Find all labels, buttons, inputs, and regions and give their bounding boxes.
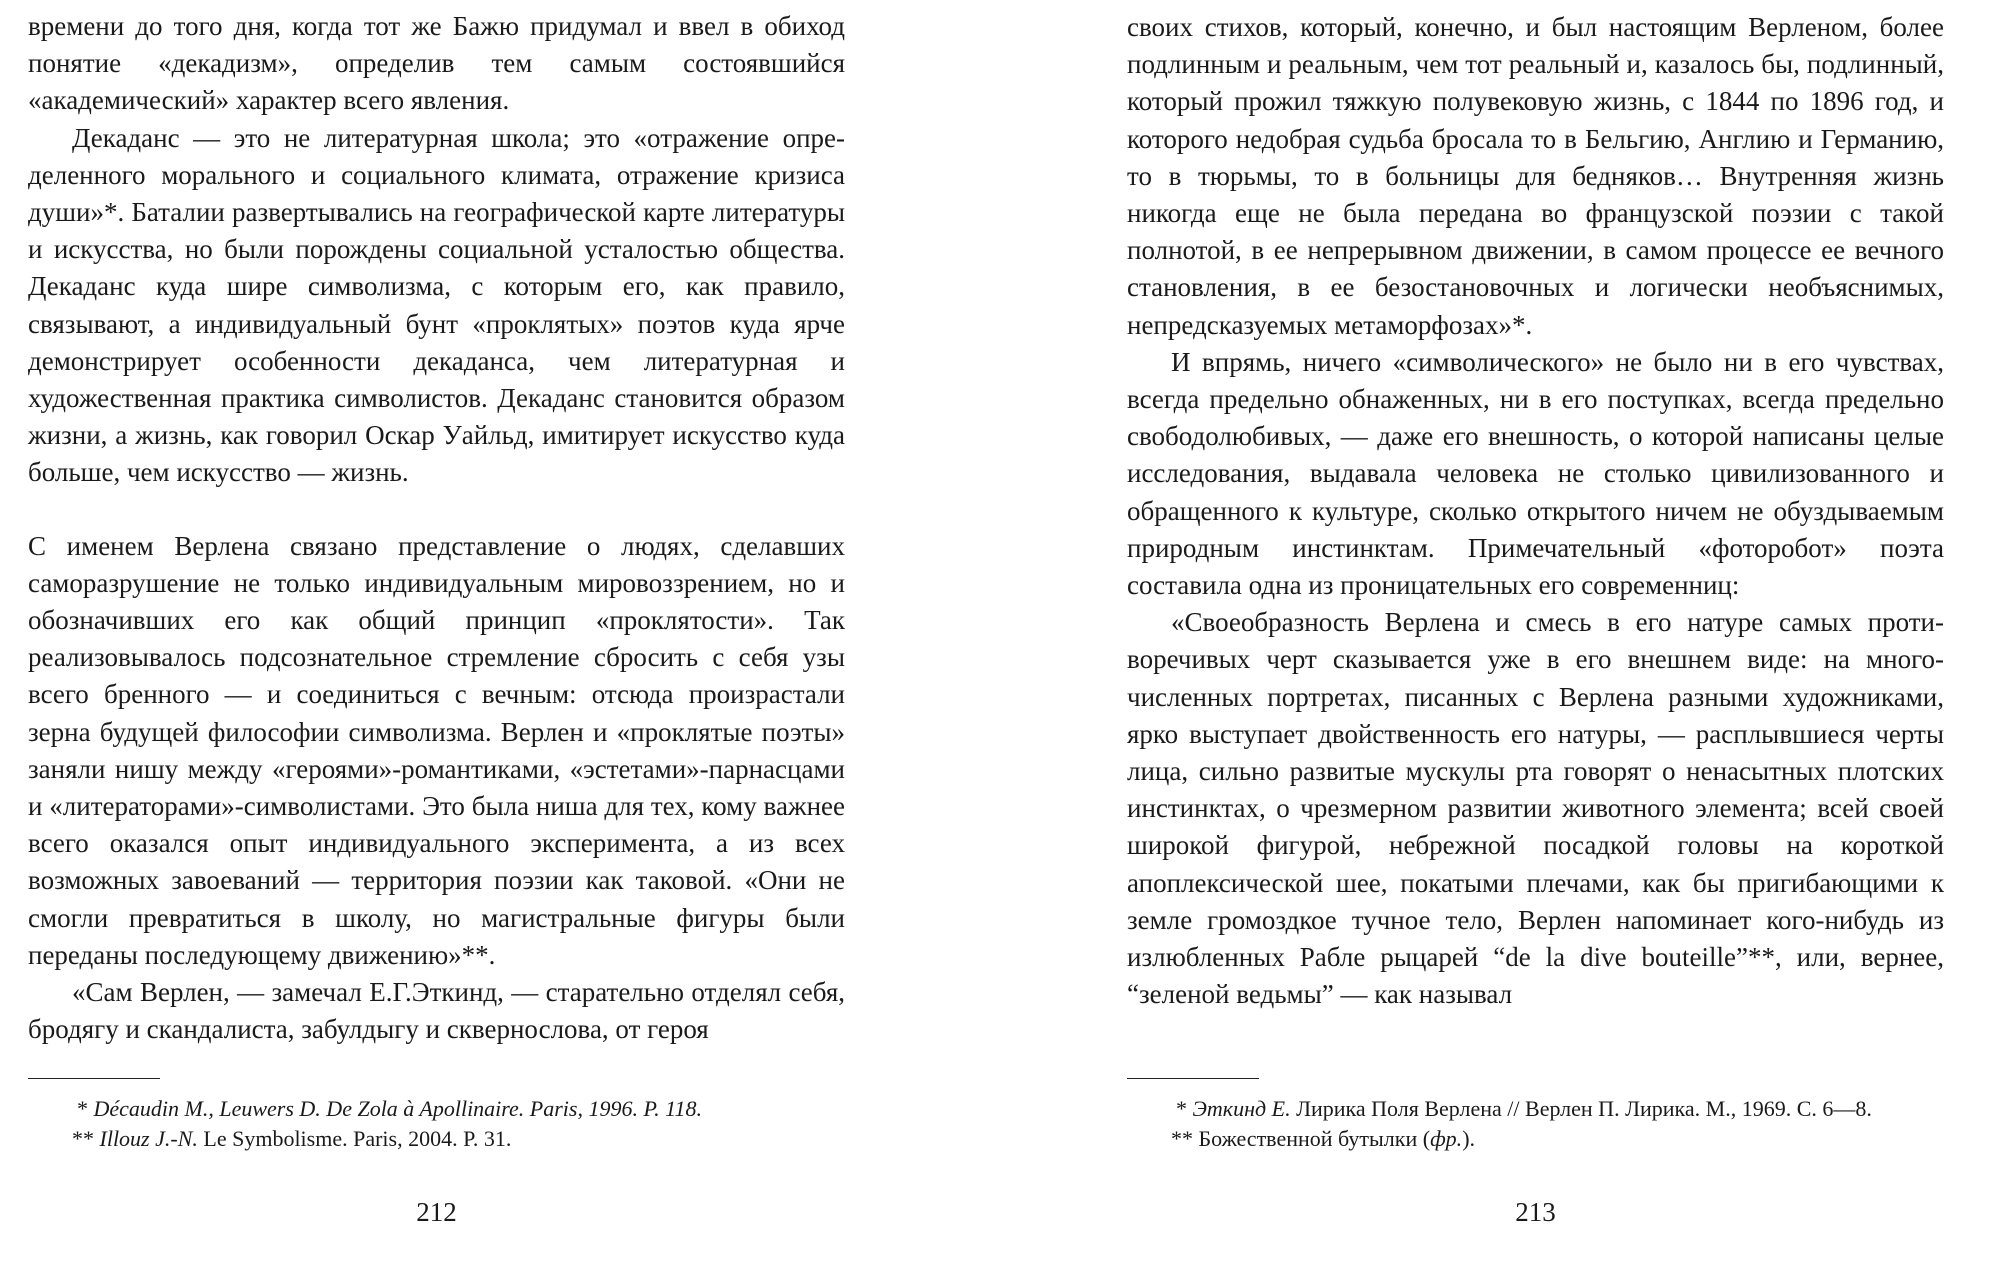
footnote-rule <box>28 1078 160 1079</box>
footnote-language-note: фр. <box>1430 1126 1463 1151</box>
page-number: 213 <box>1515 1197 1556 1227</box>
footnotes <box>1127 1094 1944 1154</box>
footnote <box>1127 1094 1944 1124</box>
footnote-citation: Décaudin M., Leuwers D. De Zola à Apollinaire. Paris, 1996. P. 118. <box>93 1096 702 1121</box>
paragraph: «Сам Верлен, — замечал Е.Г.Эткинд, — старательно отделял себя, бродягу и скандалиста, забулдыгу и сквернослова, от героя <box>28 977 845 1045</box>
footnote-text: Божественной бутылки ( <box>1198 1126 1431 1151</box>
page-number: 212 <box>416 1197 457 1227</box>
footnote <box>1127 1124 1944 1154</box>
footnote-text: ). <box>1462 1126 1476 1151</box>
paragraph: «Своеобразность Верлена и смесь в его натуре самых противоречивых черт сказывается уже в его внешнем виде: на многочисленных портретах, писанных с Верлена разными художниками, ярко выступает двойственность его натуры, — расплывшиеся черты лица, сильно развитые мускулы рта говорят о ненасытных плотских инстинктах, о чрезмерном развитии животного элемента; всей своей широкой фигурой, небрежной посадкой головы на короткой апоплексической шее, покатыми плечами, как бы пригибающими к земле громоздкое тучное тело, Верлен напоминает кого-нибудь из излюбленных Рабле рыцарей “de la dive bouteille”**, или, вернее, “зеленой ведьмы” — как называл <box>1127 607 1944 1010</box>
footnote-marker: ** <box>72 1126 94 1151</box>
footnote <box>28 1124 845 1154</box>
footnote-marker: * <box>77 1096 88 1121</box>
left-page-body <box>28 8 845 1048</box>
right-page <box>1127 0 1944 1273</box>
right-page-body <box>1127 9 1944 1013</box>
footnote-citation: Le Symbolisme. Paris, 2004. P. 31. <box>203 1126 512 1151</box>
footnote-citation: Лирика Поля Верлена // Верлен П. Лирика. М., 1969. С. 6—8. <box>1296 1096 1872 1121</box>
paragraph: И впрямь, ничего «символического» не было ни в его чувствах, всегда предельно обнаженных, ни в его поступках, всегда предельно свободолюбивых, — даже его внешность, о которой написаны целые исследования, выдавала человека не столько цивилизованного и обращенного к культуре, сколько открытого ничем не обуздываемым природным инстинктам. Примечательный «фоторобот» поэта составила одна из проницательных его современниц: <box>1127 346 1944 601</box>
paragraph: своих стихов, который, конечно, и был настоящим Верленом, более подлинным и реальным, чем тот реальный и, казалось бы, подлинный, который прожил тяжкую полувековую жизнь, с 1844 по 1896 год, и которого недобрая судьба бросала то в Бельгию, Англию и Германию, то в тюрьмы, то в больницы для бедняков… Внутренняя жизнь никогда еще не была передана во французской поэзии с такой полнотой, в ее непрерывном движении, в самом процессе ее вечного становления, в ее безостановочных и логически необъяснимых, непредсказуемых метаморфозах»*. <box>1127 12 1944 340</box>
paragraph: времени до того дня, когда тот же Бажю придумал и ввел в обиход понятие «декадизм», определив тем самым состоявшийся «академический» характер всего явления. <box>28 11 845 116</box>
footnote-author: Illouz J.-N. <box>99 1126 198 1151</box>
left-page <box>28 0 845 1273</box>
footnote-rule <box>1127 1078 1259 1079</box>
footnote <box>28 1094 845 1124</box>
footnote-author: Эткинд Е. <box>1192 1096 1291 1121</box>
footnote-marker: * <box>1176 1096 1187 1121</box>
footnote-marker: ** <box>1171 1126 1193 1151</box>
footnotes <box>28 1094 845 1154</box>
paragraph: С именем Верлена связано представление о людях, сделавших саморазрушение не только индивидуальным мировоззрением, но и обозначивших его как общий принцип «проклятости». Так реализовывалось подсознательное стремление сбросить с себя узы всего бренного — и соединиться с вечным: отсюда произрастали зерна будущей философии символизма. Верлен и «проклятые поэты» заняли нишу между «героями»-романтиками, «эстетами»-парнасцами и «литераторами»-символистами. Это была ниша для тех, кому важнее всего оказался опыт индивидуального эксперимента, а из всех возможных завоеваний — территория поэзии как таковой. «Они не смогли превратиться в школу, но магистральные фигуры были переданы последующему движению»**. <box>28 530 845 970</box>
paragraph: Декаданс — это не литературная школа; это «отражение определенного морального и социального климата, отражение кризиса души»*. Баталии развертывались на географической карте литературы и искусства, но были порождены социальной усталостью общества. Декаданс куда шире символизма, с которым его, как правило, связывают, а индивидуальный бунт «проклятых» поэтов куда ярче демонстрирует особенности декаданса, чем литературная и художественная практика символистов. Декаданс становится образом жизни, а жизнь, как говорил Оскар Уайльд, имитирует искусство куда больше, чем искусство — жизнь. <box>28 122 845 488</box>
